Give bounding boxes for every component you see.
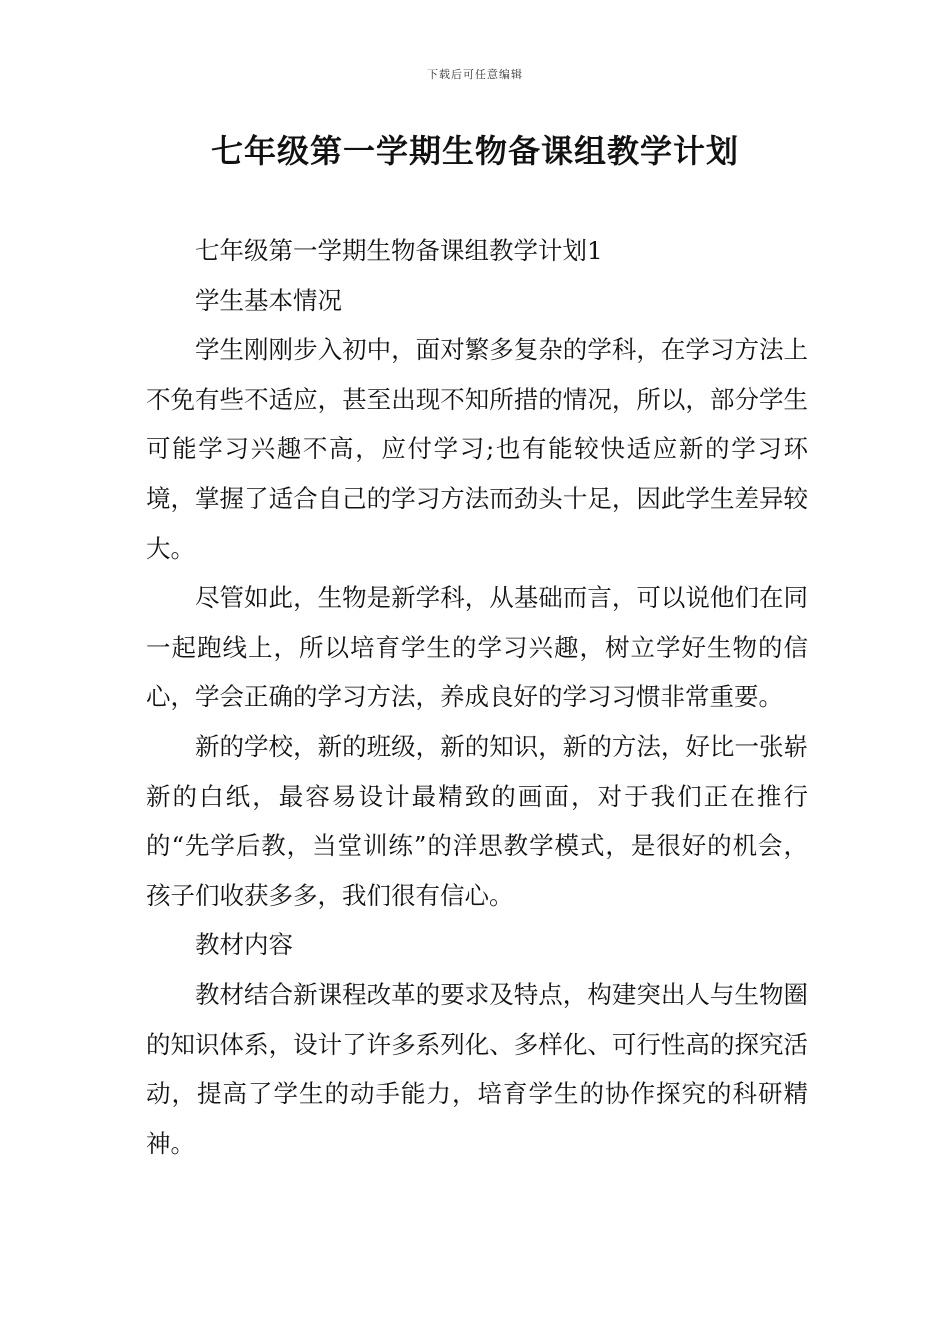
body-paragraph: 学生刚刚步入初中，面对繁多复杂的学科，在学习方法上不免有些不适应，甚至出现不知所措的情况，所以，部分学生可能学习兴趣不高，应付学习;也有能较快适应新的学习环境，掌握了适合自己的学习方法而劲头十足，因此学生差异较大。 (146, 335, 808, 563)
section-heading-student-situation: 学生基本情况 (195, 285, 342, 315)
section-heading-textbook-content: 教材内容 (195, 930, 293, 960)
header-note: 下载后可任意编辑 (427, 68, 523, 81)
body-paragraph: 尽管如此，生物是新学科，从基础而言，可以说他们在同一起跑线上，所以培育学生的学习兴趣，树立学好生物的信心，学会正确的学习方法，养成良好的学习习惯非常重要。 (146, 583, 808, 712)
body-paragraph: 教材结合新课程改革的要求及特点，构建突出人与生物圈的知识体系，设计了许多系列化、多样化、可行性高的探究活动，提高了学生的动手能力，培育学生的协作探究的科研精神。 (146, 979, 808, 1158)
subtitle-paragraph: 七年级第一学期生物备课组教学计划1 (195, 236, 603, 265)
document-body (146, 226, 808, 1168)
document-title: 七年级第一学期生物备课组教学计划 (210, 132, 739, 170)
body-paragraph: 新的学校，新的班级，新的知识，新的方法，好比一张崭新的白纸，最容易设计最精致的画面，对于我们正在推行的“先学后教，当堂训练”的洋思教学模式，是很好的机会，孩子们收获多多，我们很有信心。 (146, 731, 808, 910)
